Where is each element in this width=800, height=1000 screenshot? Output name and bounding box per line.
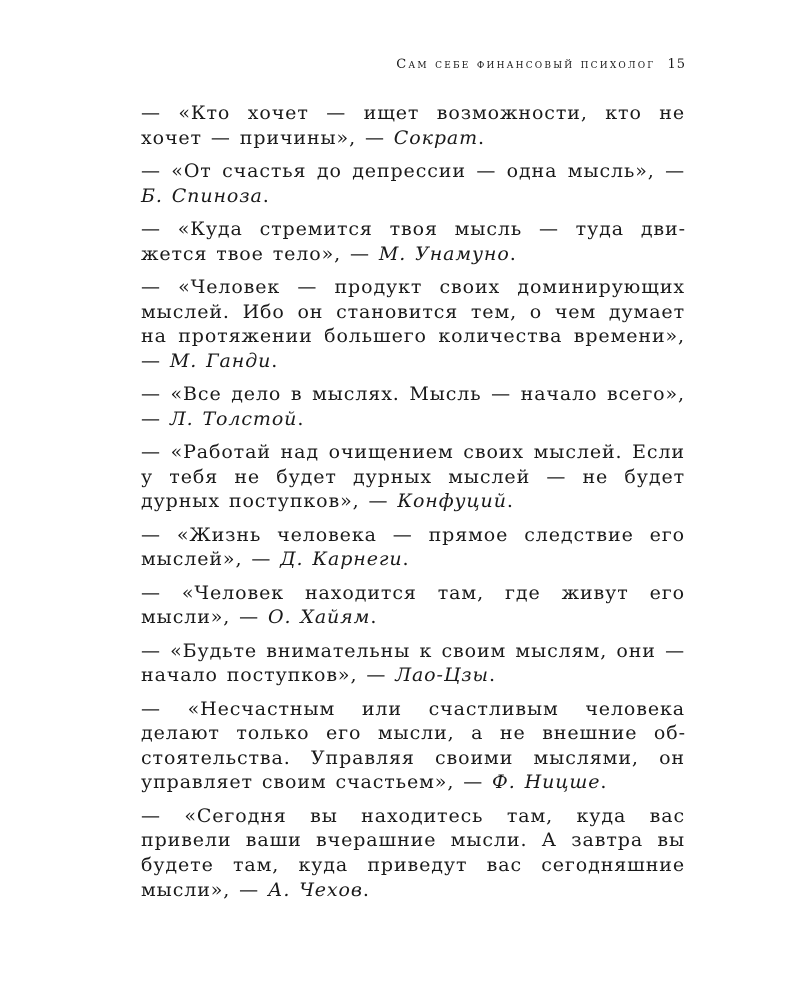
quote-end: .	[262, 184, 270, 207]
running-header-title: Сам себе финансовый психолог	[396, 57, 656, 72]
quote-paragraph	[141, 382, 685, 431]
running-header	[396, 57, 686, 72]
quote-author: А. Чехов	[268, 878, 363, 901]
quote-author: Д. Карнеги	[280, 548, 403, 571]
quote-text: — «Работай над очищением своих мыслей. Если у тебя не будет дурных мыслей — не будет дурных поступков», —	[141, 441, 685, 513]
quote-text: — «Несчастным или счастливым человека делают только его мысли, а не внешние обстоятельства. Управляя своими мыслями, он управляет своим счастьем», —	[141, 697, 685, 794]
quote-text: — «Все дело в мыслях. Мысль — начало всего», —	[141, 383, 685, 430]
quote-end: .	[271, 349, 279, 372]
quote-end: .	[402, 548, 410, 571]
quote-end: .	[509, 242, 517, 265]
quote-text: — «Кто хочет — ищет возможности, кто не хочет — причины», —	[141, 102, 685, 149]
quote-author: О. Хайям	[268, 606, 371, 629]
quote-end: .	[370, 606, 378, 629]
quote-paragraph	[141, 440, 685, 514]
quote-author: Л. Толстой	[169, 407, 298, 430]
quotes-body	[141, 101, 685, 911]
quote-text: — «Куда стремится твоя мысль — туда движется твое тело», —	[141, 217, 685, 265]
quote-end: .	[506, 490, 514, 513]
quote-text: — «Будьте внимательны к своим мыслям, они — начало поступков», —	[141, 639, 685, 687]
quote-end: .	[600, 771, 608, 794]
quote-end: .	[362, 878, 370, 901]
quote-author: Сократ	[393, 126, 479, 149]
quote-paragraph	[141, 159, 685, 208]
quote-text: — «Человек — продукт своих доминирующих мыслей. Ибо он становится тем, о чем думает на протяжении большего количества времени», —	[141, 275, 685, 372]
quote-author: Конфуций	[397, 490, 507, 513]
quote-paragraph	[141, 217, 685, 266]
quote-paragraph	[141, 697, 685, 795]
quote-paragraph	[141, 523, 685, 572]
quote-author: Б. Спиноза	[141, 184, 263, 207]
quote-end: .	[478, 126, 485, 149]
quote-paragraph	[141, 275, 685, 373]
quote-text: — «Жизнь человека — прямое следствие его мыслей», —	[141, 523, 685, 571]
quote-author: Лао-Цзы	[395, 664, 489, 687]
quote-author: Ф. Ницше	[492, 771, 601, 794]
quote-paragraph	[141, 639, 685, 688]
quote-paragraph	[141, 804, 685, 902]
quote-end: .	[488, 664, 496, 687]
quote-end: .	[297, 407, 305, 430]
quote-author: М. Унамуно	[378, 242, 510, 265]
quote-text: — «От счастья до депрессии — одна мысль», —	[141, 159, 685, 182]
quote-paragraph	[141, 581, 685, 630]
quote-text: — «Человек находится там, где живут его мысли», —	[141, 581, 685, 629]
quote-text: — «Сегодня вы находитесь там, куда вас привели ваши вчерашние мысли. А завтра вы будете там, куда приведут вас сегодняшние мысли», —	[141, 804, 685, 901]
page-number: 15	[667, 57, 686, 72]
quote-paragraph	[141, 101, 685, 150]
quote-author: М. Ганди	[169, 349, 272, 372]
